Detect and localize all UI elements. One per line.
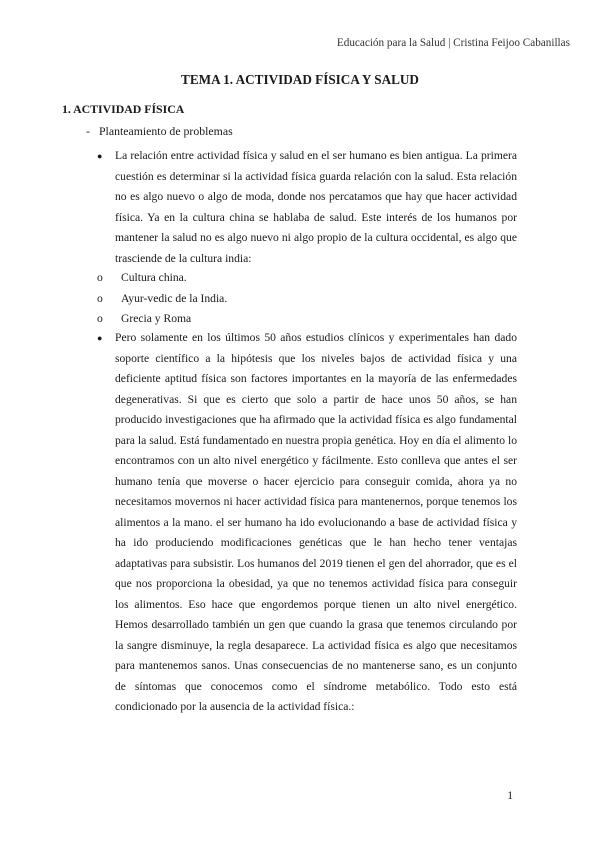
subsection-label: Planteamiento de problemas [99, 124, 233, 138]
bullet-icon: ● [97, 151, 103, 161]
circle-bullet-icon: o [97, 271, 103, 284]
sub-list-text: Ayur-vedic de la India. [121, 292, 228, 305]
running-header: Educación para la Salud | Cristina Feijoo Cabanillas [336, 37, 570, 49]
sub-list-item [97, 312, 191, 325]
section-heading: 1. ACTIVIDAD FÍSICA [62, 102, 185, 116]
sub-list-text: Cultura china. [121, 271, 187, 284]
sub-list-text: Grecia y Roma [121, 312, 192, 325]
page-title: TEMA 1. ACTIVIDAD FÍSICA Y SALUD [181, 72, 419, 87]
circle-bullet-icon: o [97, 292, 103, 305]
circle-bullet-icon: o [97, 312, 103, 325]
bullet-text: La relación entre actividad física y salud en el ser humano es bien antigua. La primera cuestión es determinar si la actividad física guarda relación con la salud. Esta relación no es algo nuevo o algo de moda, donde nos percatamos que hay que hacer actividad física. Ya en la cultura china se hablaba de salud. Este interés de los humanos por mantener la salud no es algo nuevo ni algo propio de la cultura occidental, es algo que trasciende de la cultura india: [115, 149, 517, 265]
bullet-text: Pero solamente en los últimos 50 años estudios clínicos y experimentales han dado soporte científico a la hipótesis que los niveles bajos de actividad física y una deficiente aptitud física son factores importantes en la mayoría de las enfermedades degenerativas. Si que es cierto que solo a partir de hace unos 50 años, se han producido investigaciones que ha afirmado que la actividad física es algo fundamental para la salud. Está fundamentado en nuestra propia genética. Hoy en día el alimento lo encontramos con un alto nivel energético y fácilmente. Esto conlleva que antes el ser humano tenía que moverse o hacer ejercicio para conseguir comida, ahora ya no necesitamos movernos ni hacer actividad física para mantenernos, porque tenemos los alimentos a la mano. el ser humano ha ido evolucionando a base de actividad física y ha ido produciendo modificaciones genéticas que le han hecho tener ventajas adaptativas para subsistir. Los humanos del 2019 tienen el gen del ahorrador, que es el que nos proporciona la obesidad, ya que no tenemos actividad física para conseguir los alimentos. Eso hace que engordemos porque tienen un alto nivel energético. Hemos desarrollado también un gen que cuando la grasa que tenemos circulando por la sangre disminuye, la regla desaparece. La actividad física es algo que necesitamos para mantenemos sanos. Unas consecuencias de no mantenerse sano, es un conjunto de síntomas que conocemos como el síndrome metabólico. Todo esto está condicionado por la ausencia de la actividad física.: [115, 331, 517, 713]
bullet-icon: ● [97, 333, 103, 343]
subsection-line [86, 124, 233, 139]
dash-marker: - [86, 124, 90, 138]
page-number: 1 [507, 789, 513, 802]
sub-list-item [97, 271, 187, 284]
sub-list-item [97, 292, 227, 305]
